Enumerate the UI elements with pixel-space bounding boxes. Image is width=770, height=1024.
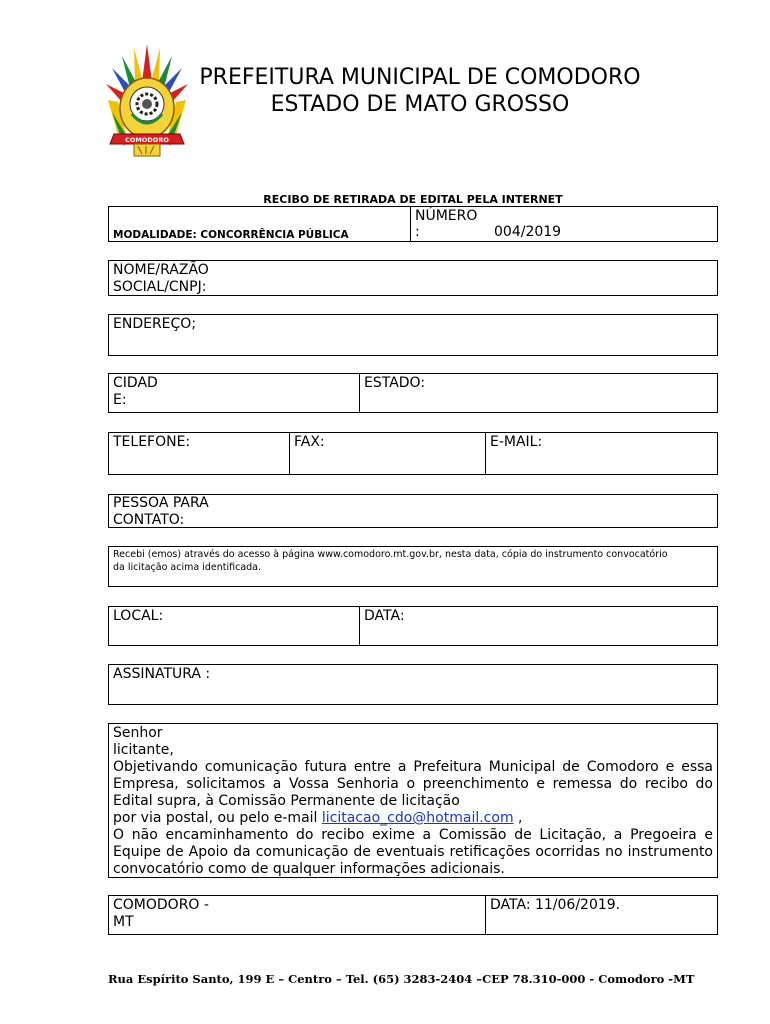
header-title-line2: ESTADO DE MATO GROSSO bbox=[270, 92, 570, 117]
modalidade-row bbox=[108, 206, 718, 242]
pessoa-label-line2: CONTATO: bbox=[113, 512, 185, 528]
letter-postal-line bbox=[113, 810, 713, 827]
contact-row bbox=[108, 432, 718, 475]
municipal-coat-of-arms bbox=[104, 42, 190, 160]
header-title-line1: PREFEITURA MUNICIPAL DE COMODORO bbox=[199, 65, 641, 90]
form-title: RECIBO DE RETIRADA DE EDITAL PELA INTERNET bbox=[263, 193, 563, 206]
cidade-label-line2: E: bbox=[113, 392, 127, 408]
pessoa-contato-field[interactable] bbox=[108, 494, 718, 528]
recebi-line2: da licitação acima identificada. bbox=[113, 562, 262, 573]
letter-salutation-2: licitante, bbox=[113, 742, 174, 758]
letter-paragraph-1: Objetivando comunicação futura entre a Prefeitura Municipal de Comodoro e essa Empresa, solicitamos a Vossa Senhoria o preenchimento e remessa do recibo do Edital supra, à Comissão Permanente de licitação bbox=[113, 759, 713, 809]
svg-text:COMODORO: COMODORO bbox=[125, 136, 169, 144]
estado-label: ESTADO: bbox=[364, 375, 426, 391]
cidade-estado-row bbox=[108, 373, 718, 413]
signoff-city-line2: MT bbox=[113, 914, 134, 930]
local-label: LOCAL: bbox=[113, 608, 164, 624]
endereco-label: ENDEREÇO; bbox=[113, 316, 197, 332]
letter-paragraph-2: O não encaminhamento do recibo exime a Comissão de Licitação, a Pregoeira e Equipe de Apoio da comunicação de eventuais retificações ocorridas no instrumento convocatório como de qualquer informações adicionais. bbox=[113, 827, 713, 877]
signoff-row bbox=[108, 895, 718, 935]
telefone-label: TELEFONE: bbox=[113, 434, 191, 450]
letter-postal-prefix: por via postal, ou pelo e-mail bbox=[113, 810, 322, 826]
letter-salutation-1: Senhor bbox=[113, 725, 163, 741]
assinatura-label: ASSINATURA : bbox=[113, 666, 211, 682]
numero-colon: : bbox=[415, 224, 420, 240]
cidade-label-line1: CIDAD bbox=[113, 375, 158, 391]
modalidade-label: MODALIDADE: CONCORRÊNCIA PÚBLICA bbox=[113, 229, 349, 241]
pessoa-label-line1: PESSOA PARA bbox=[113, 495, 209, 511]
nome-label-line2: SOCIAL/CNPJ: bbox=[113, 279, 207, 295]
nome-label-line1: NOME/RAZÃO bbox=[113, 262, 209, 278]
email-link[interactable]: licitacao_cdo@hotmail.com bbox=[321, 810, 514, 826]
footer-address: Rua Espírito Santo, 199 E – Centro – Tel. (65) 3283-2404 –CEP 78.310-000 - Comodoro -MT bbox=[108, 972, 695, 986]
email-label: E-MAIL: bbox=[490, 434, 543, 450]
local-data-row bbox=[108, 606, 718, 646]
numero-value: 004/2019 bbox=[494, 224, 562, 240]
endereco-field[interactable] bbox=[108, 314, 718, 356]
recebi-statement bbox=[108, 546, 718, 587]
assinatura-field[interactable] bbox=[108, 664, 718, 705]
letter-box bbox=[108, 723, 718, 878]
signoff-city-line1: COMODORO - bbox=[113, 897, 209, 913]
nome-razao-field[interactable] bbox=[108, 260, 718, 296]
letter-text bbox=[113, 725, 713, 878]
signoff-date: DATA: 11/06/2019. bbox=[490, 897, 621, 913]
numero-label: NÚMERO bbox=[415, 208, 478, 224]
recebi-line1: Recebi (emos) através do acesso à página www.comodoro.mt.gov.br, nesta data, cópia do instrumento convocatório bbox=[113, 549, 668, 560]
letter-postal-suffix: , bbox=[513, 810, 523, 826]
data-label: DATA: bbox=[364, 608, 405, 624]
fax-label: FAX: bbox=[294, 434, 325, 450]
